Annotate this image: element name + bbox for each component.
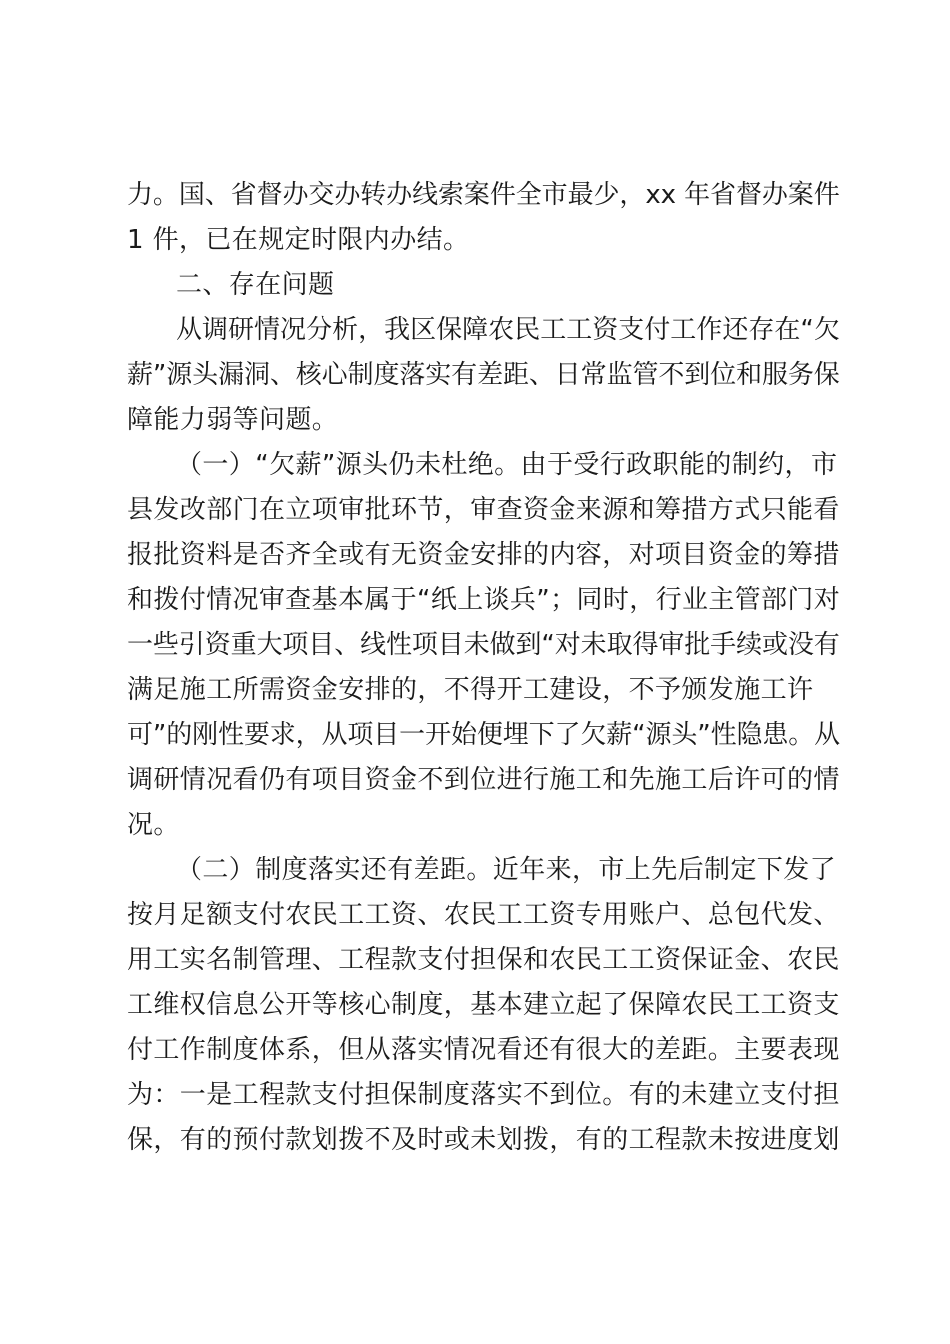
text-line: 从调研情况分析，我区保障农民工工资支付工作还存在“欠 — [176, 315, 840, 345]
text-line: 工维权信息公开等核心制度，基本建立起了保障农民工工资支 — [127, 990, 840, 1020]
text-line: 和拨付情况审查基本属于“纸上谈兵”；同时，行业主管部门对 — [127, 585, 841, 615]
text-line: 薪”源头漏洞、核心制度落实有差距、日常监管不到位和服务保 — [127, 360, 840, 390]
text-line: 可”的刚性要求，从项目一开始便埋下了欠薪“源头”性隐患。从 — [127, 720, 841, 750]
text-line: 调研情况看仍有项目资金不到位进行施工和先施工后许可的情 — [127, 765, 840, 795]
text-line: 障能力弱等问题。 — [127, 405, 339, 435]
text-line: 用工实名制管理、工程款支付担保和农民工工资保证金、农民 — [127, 945, 840, 975]
section-heading: 二、存在问题 — [176, 270, 335, 300]
text-line: 按月足额支付农民工工资、农民工工资专用账户、总包代发、 — [127, 900, 840, 930]
text-line: 1 件，已在规定时限内办结。 — [127, 225, 470, 255]
subsection-heading: （二）制度落实还有差距。近年来，市上先后制定下发了 — [176, 855, 837, 885]
text-line: 况。 — [127, 810, 180, 840]
text-line: 一些引资重大项目、线性项目未做到“对未取得审批手续或没有 — [127, 630, 840, 660]
text-line: 力。国、省督办交办转办线索案件全市最少，xx 年省督办案件 — [127, 180, 840, 210]
text-line: 满足施工所需资金安排的，不得开工建设，不予颁发施工许 — [127, 675, 814, 705]
subsection-heading: （一）“欠薪”源头仍未杜绝。由于受行政职能的制约，市 — [176, 450, 838, 480]
text-line: 保，有的预付款划拨不及时或未划拨，有的工程款未按进度划 — [127, 1125, 840, 1155]
text-line: 为：一是工程款支付担保制度落实不到位。有的未建立支付担 — [127, 1080, 840, 1110]
text-line: 县发改部门在立项审批环节，审查资金来源和筹措方式只能看 — [127, 495, 840, 525]
text-line: 付工作制度体系，但从落实情况看还有很大的差距。主要表现 — [127, 1035, 840, 1065]
text-line: 报批资料是否齐全或有无资金安排的内容，对项目资金的筹措 — [127, 540, 840, 570]
